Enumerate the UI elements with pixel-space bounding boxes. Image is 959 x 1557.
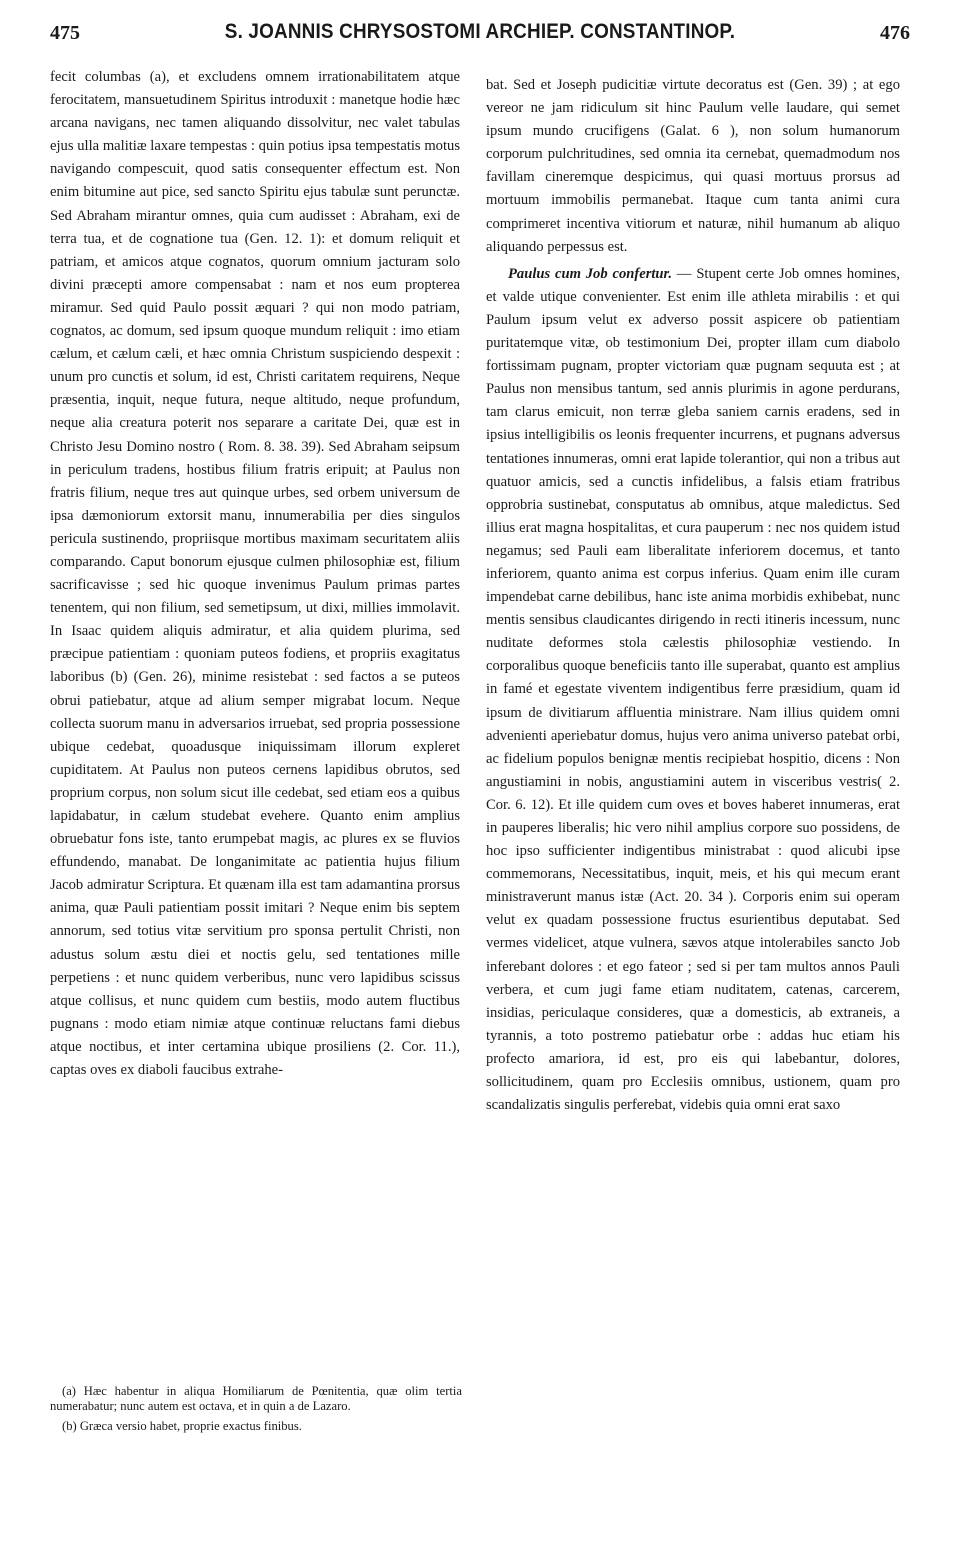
running-title: S. JOANNIS CHRYSOSTOMI ARCHIEP. CONSTANTINOP. bbox=[224, 20, 736, 43]
page-number-right: 476 bbox=[880, 22, 910, 44]
right-column bbox=[486, 74, 900, 1117]
right-paragraph-2 bbox=[486, 263, 900, 1117]
footnotes bbox=[50, 1384, 462, 1434]
page-number-left: 475 bbox=[50, 22, 80, 44]
right-paragraph-2-text: — Stupent certe Job omnes homines, et valde utique convenienter. Est enim ille athleta mirabilis : et qui Paulum ipsum velut ex adverso possit aspicere ob patientiam puritatemque vitæ, ob testimonium Dei, propter illam cum diabolo fortissimam pugnam, propter victoriam quæ pugnam sequuta est ; at Paulus non mensibus tantum, sed annis plurimis in agone perdurans, tam clarus emicuit, non terræ gleba saniem carnis eradens, sed in ipsius intelligibilis os leonis frequenter incurrens, et pugnans adversus tentationes innumeras, omni erat lapide tolerantior, qui non a tribus aut quatuor amicis, sed a cunctis infidelibus, a falsis etiam fratribus opprobria sustinebat, consputatus ab omnibus, atque maledictus. Sed illius erat magna hospitalitas, et cura pauperum : nec nos quidem istud negamus; sed Pauli eam liberalitate inferiorem docemus, et tanto inferiorem, quanto anima est corpus inferius. Quam enim ille curam impendebat carne debilibus, hanc iste anima morbidis exhibebat, nunc mentis sensibus claudicantes dirigendo in recti itineris incessum, nunc nuditate deformes stola cælestis philosophiæ vestiendo. In corporalibus quoque beneficiis tanto ille superabat, quanto est amplius in famé et egestate viventem indigentibus ferre præsidium, quam id ipsum de divitiarum affluentia ministrare. Nam illius quidem omni advenienti aperiebatur domus, hujus vero anima universo patebat orbi, ac fidelium populos benignæ mentis recipiebat hospitio, dicens : Non angustiamini in nobis, angustiamini autem in visceribus vestris( 2. Cor. 6. 12). Et ille quidem cum oves et boves haberet innumeras, erat in pauperes liberalis; hic vero nihil amplius corpore suo possidens, de hoc ipso sufficienter indigentibus ministrabat : quod alicubi ipse commemorans, Necessitatibus, inquit, meis, et his qui mecum erant ministraverunt manus istæ (Act. 20. 34 ). Corporis enim sui operam velut ex quadam possessione fructus esurientibus deputabat. Sed vermes videlicet, atque vulnera, sævos atque intolerabiles sancto Job inferebant dolores : et ego fateor ; sed si per tam multos annos Pauli verbera, et cum jugi fame etiam nuditatem, catenas, carcerem, insidias, periculaque consideres, quæ a domesticis, ab extraneis, a tyrannis, a toto postremo patiebatur orbe : addas huc etiam his profecto amariora, id est, pro eis qui labebantur, dolores, sollicitudinem, quam pro Ecclesiis omnibus, ustionem, quam pro scandalizatis singulis perferebat, videbis quia omni erat saxo bbox=[486, 265, 901, 1114]
running-header bbox=[50, 18, 910, 52]
footnote-b: (b) Græca versio habet, proprie exactus finibus. bbox=[62, 1418, 302, 1433]
left-column bbox=[50, 66, 460, 1082]
section-heading: Paulus cum Job confertur. bbox=[508, 265, 673, 282]
footnote-a: (a) Hæc habentur in aliqua Homiliarum de Pœnitentia, quæ olim tertia numerabatur; nunc autem est octava, et in quin a de Lazaro. bbox=[50, 1384, 462, 1414]
left-paragraph: fecit columbas (a), et excludens omnem irrationabilitatem atque ferocitatem, mansuetudinem Spiritus introduxit : manetque hodie hæc arcana navigans, nec tamen aliquando dissolvitur, nec valet tabulas ejus ulla malitiæ laxare tempestas : quin potius ipsa tempestatis motus navigando compescuit, quod satis consequenter effectum est. Non enim bitumine aut pice, sed sancto Spiritu ejus tabulæ sunt perunctæ. Sed Abraham mirantur omnes, quia cum audisset : Abraham, exi de terra tua, et de cognatione tua (Gen. 12. 1): et domum reliquit et patriam, et amicos atque cognatos, quorum omnium jacturam solo divini præcepti amore compensabat : nam et nos eum propterea miramur. Sed quid Paulo possit æquari ? qui non modo patriam, cognatos, ac domum, sed ipsum quoque mundum reliquit : imo etiam cælum, et cælum cæli, et hæc omnia Christum suspiciendo despexit : unum pro cunctis et solum, id est, Christi caritatem requirens, Neque præsentia, inquit, neque futura, neque altitudo, neque profundum, neque alia creatura poterit nos separare a caritate Dei, quæ est in Christo Jesu Domino nostro ( Rom. 8. 38. 39). Sed Abraham seipsum in periculum tradens, hostibus filium fratris eripuit; at Paulus non fratris filium, neque tres aut quinque urbes, sed orbem universum de ipsa dæmoniorum extorsit manu, innumerabilia per dies singulos pericula sustinendo, propriisque mortibus maximam securitatem aliis comparando. Caput bonorum ejusque culmen philosophiæ est, filium sacrificavisse ; sed hic quoque invenimus Paulum primas partes tenentem, qui non filium, sed semetipsum, ut dixi, millies immolavit. In Isaac quidem aliquis admiratur, et alia quidem plurima, sed præcipue patientiam : quoniam puteos fodiens, et propriis exagitatus laboribus (b) (Gen. 26), minime resistebat : sed factos a se puteos obrui patiebatur, atque ad alium semper migrabat locum. Neque collecta suorum manu in adversarios irruebat, sed propria possessione ubique cedebat, quoadusque iniquissimam illorum expleret cupiditatem. At Paulus non puteos cernens lapidibus obrutos, sed proprium corpus, non solum sicut ille cedebat, sed etiam eos a quibus lapidabatur, in cælum studebat evehere. Quanto enim amplius obruebatur fons iste, tanto erumpebat magis, ac plures ex se fluvios effundendo, manabat. De longanimitate ac patientia hujus filium Jacob admiratur Scriptura. Et quænam illa est tam adamantina prorsus anima, quæ Pauli patientiam possit imitari ? Neque enim bis septem annorum, sed totius vitæ servitium pro sponsa pertulit Christi, non adustus solum æstu diei et noctis gelu, sed tentationes mille perpetiens : et nunc quidem verberibus, nunc vero lapidibus scissus atque collisus, et nunc quidem cum bestiis, modo autem fluctibus pugnans : modo etiam nimiæ atque continuæ reluctans fami diebus atque noctibus, et inter certamina ubique prosiliens (2. Cor. 11.), captas oves ex diaboli faucibus extrahe- bbox=[50, 69, 460, 1079]
right-paragraph-1: bat. Sed et Joseph pudicitiæ virtute decoratus est (Gen. 39) ; at ego vereor ne jam ridiculum sit hinc Paulum velle laudare, qui semet ipsum mundo crucifigens (Galat. 6 ), non solum humanorum corporum pulchritudines, sed omnia ita cernebat, quemadmodum nos favillam cineremque despicimus, qui quasi mortuus prorsus ad mortuum immobilis permanebat. Itaque cum tanta animi cura comprimeret incentiva vitiorum et naturæ, nihil humanum ab aliquo aliquando perpessus est. bbox=[486, 77, 900, 255]
